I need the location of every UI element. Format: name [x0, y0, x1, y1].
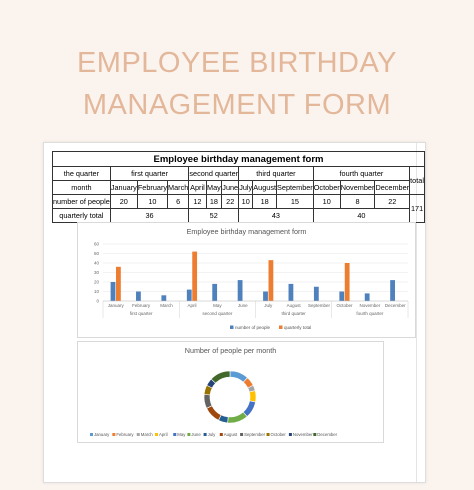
month-cell: October — [313, 181, 340, 195]
x-tick-label: July — [264, 303, 273, 308]
legend-swatch — [112, 433, 115, 436]
quarter-header: first quarter — [110, 167, 189, 181]
bar-number-of-people — [263, 292, 268, 302]
bar-number-of-people — [314, 287, 319, 301]
quarterly-total-cell: 40 — [313, 209, 409, 223]
month-cell: December — [375, 181, 410, 195]
quarterly-total-cell: 43 — [239, 209, 314, 223]
quarter-header: third quarter — [239, 167, 314, 181]
quarterly-total-cell: 52 — [189, 209, 239, 223]
bar-chart-plot — [78, 223, 415, 337]
donut-slice — [211, 371, 230, 383]
legend-swatch — [187, 433, 190, 436]
legend-label: December — [317, 432, 338, 437]
month-cell: February — [137, 181, 167, 195]
legend-label: January — [94, 432, 110, 437]
legend-label: March — [140, 432, 153, 437]
bar-number-of-people — [161, 295, 166, 301]
month-cell: August — [253, 181, 277, 195]
people-cell: 20 — [110, 195, 137, 209]
y-tick-label: 40 — [93, 260, 99, 266]
month-cell: May — [206, 181, 222, 195]
x-tick-label: October — [336, 303, 353, 308]
x-tick-label: March — [160, 303, 173, 308]
people-cell: 15 — [277, 195, 314, 209]
month-cell: March — [168, 181, 189, 195]
bar-number-of-people — [238, 280, 243, 301]
bar-number-of-people — [339, 292, 344, 302]
donut-slice — [228, 412, 247, 423]
y-tick-label: 20 — [93, 279, 99, 285]
x-tick-label: November — [359, 303, 381, 308]
bar-number-of-people — [390, 280, 395, 301]
group-label: third quarter — [281, 311, 306, 316]
bar-chart-title: Employee birthday management form — [186, 227, 307, 236]
bar-number-of-people — [289, 284, 294, 301]
total-header: total — [410, 167, 425, 195]
row-label-quarter: the quarter — [53, 167, 111, 181]
bar-quarterly-total — [116, 267, 121, 301]
y-tick-label: 10 — [93, 289, 99, 294]
grand-total-cell: 171 — [410, 195, 425, 223]
group-label: fourth quarter — [356, 311, 384, 316]
people-cell: 10 — [313, 195, 340, 209]
month-cell: June — [222, 181, 239, 195]
donut-slice — [204, 394, 212, 408]
row-label-month: month — [53, 181, 111, 195]
people-cell: 18 — [253, 195, 277, 209]
legend-label: August — [223, 432, 238, 437]
month-cell: November — [340, 181, 375, 195]
legend-swatch — [279, 326, 283, 330]
people-cell: 10 — [239, 195, 253, 209]
legend-label: June — [191, 432, 201, 437]
legend-label: number of people — [235, 325, 271, 330]
people-cell: 10 — [137, 195, 167, 209]
legend-swatch — [204, 433, 207, 436]
quarter-header: fourth quarter — [313, 167, 409, 181]
legend-label: April — [159, 432, 168, 437]
donut-slice — [249, 391, 256, 402]
donut-chart — [77, 341, 384, 443]
legend-label: May — [177, 432, 186, 437]
legend-swatch — [220, 433, 223, 436]
legend-swatch — [313, 433, 316, 436]
month-cell: September — [277, 181, 314, 195]
bar-number-of-people — [136, 292, 141, 302]
y-tick-label: 30 — [93, 270, 99, 275]
people-cell: 22 — [375, 195, 410, 209]
month-cell: April — [189, 181, 206, 195]
legend-swatch — [240, 433, 243, 436]
people-cell: 18 — [206, 195, 222, 209]
month-cell: January — [110, 181, 137, 195]
birthday-table — [52, 151, 425, 223]
bar-number-of-people — [365, 293, 370, 301]
quarterly-total-cell: 36 — [110, 209, 189, 223]
row-label-quarterly: quarterly total — [53, 209, 111, 223]
table-title: Employee birthday management form — [53, 152, 425, 167]
legend-label: quarterly total — [284, 325, 312, 330]
people-cell: 22 — [222, 195, 239, 209]
legend-label: September — [244, 432, 266, 437]
donut-chart-plot — [78, 342, 383, 442]
legend-swatch — [155, 433, 158, 436]
bar-number-of-people — [187, 290, 192, 301]
legend-swatch — [90, 433, 93, 436]
page-title-line1: EMPLOYEE BIRTHDAY — [76, 47, 398, 79]
y-tick-label: 0 — [96, 298, 99, 304]
legend-swatch — [137, 433, 140, 436]
x-tick-label: May — [213, 303, 222, 308]
donut-slice — [207, 406, 222, 421]
bar-quarterly-total — [192, 252, 197, 301]
bar-quarterly-total — [345, 263, 350, 301]
group-label: first quarter — [129, 311, 153, 316]
x-tick-label: August — [286, 303, 301, 308]
people-cell: 8 — [340, 195, 375, 209]
x-tick-label: September — [308, 303, 331, 308]
x-tick-label: April — [187, 303, 197, 308]
x-tick-label: June — [237, 303, 248, 308]
legend-label: November — [292, 432, 313, 437]
legend-label: July — [207, 432, 216, 437]
x-tick-label: December — [384, 303, 406, 308]
donut-chart-title: Number of people per month — [184, 346, 277, 355]
people-cell: 12 — [189, 195, 206, 209]
bar-quarterly-total — [269, 260, 274, 301]
legend-label: October — [270, 432, 286, 437]
quarter-header: second quarter — [189, 167, 239, 181]
legend-swatch — [267, 433, 270, 436]
row-label-people: number of people — [53, 195, 111, 209]
legend-label: February — [116, 432, 134, 437]
legend-swatch — [173, 433, 176, 436]
month-cell: July — [239, 181, 253, 195]
people-cell: 6 — [168, 195, 189, 209]
x-tick-label: February — [132, 303, 151, 308]
y-tick-label: 50 — [93, 251, 99, 256]
group-label: second quarter — [202, 311, 233, 316]
bar-chart — [77, 222, 416, 338]
legend-swatch — [230, 326, 234, 330]
x-tick-label: January — [107, 303, 124, 308]
page-title-line2: MANAGEMENT FORM — [82, 89, 392, 121]
y-tick-label: 60 — [93, 241, 99, 247]
spreadsheet-preview — [43, 142, 426, 483]
bar-number-of-people — [212, 284, 217, 301]
legend-swatch — [289, 433, 292, 436]
bar-number-of-people — [111, 282, 116, 301]
